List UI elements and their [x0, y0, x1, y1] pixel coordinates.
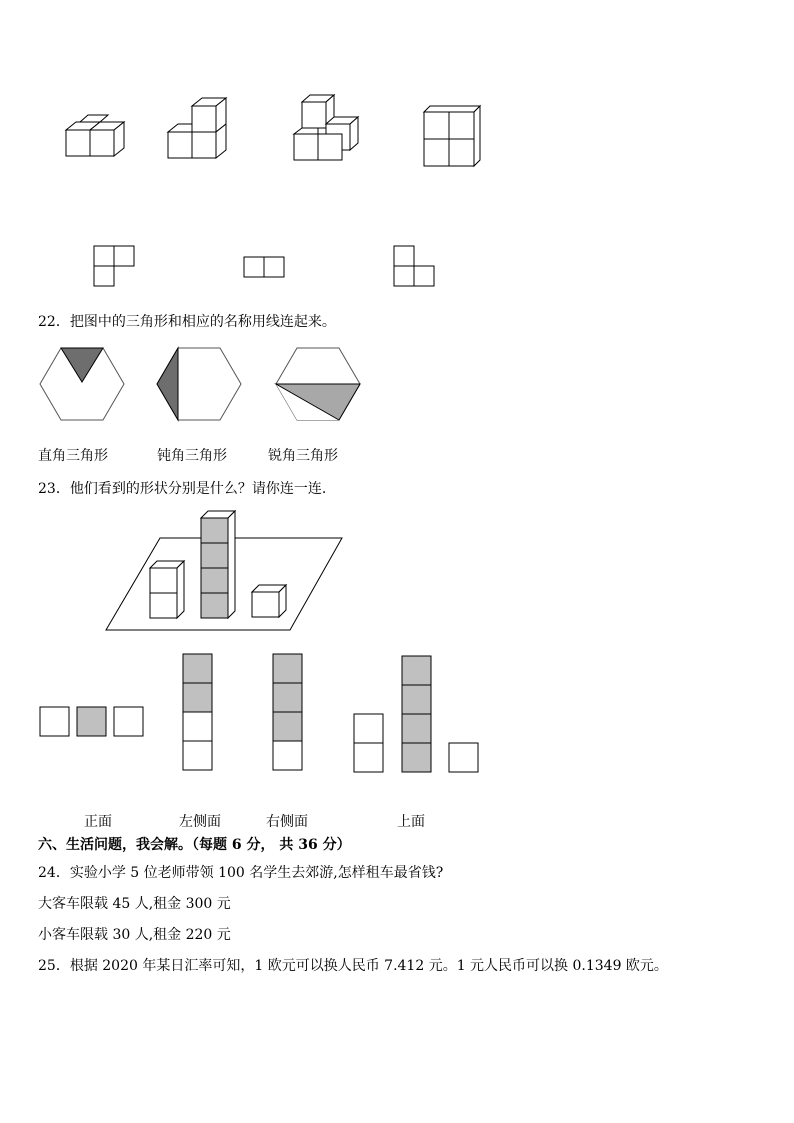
q25-number: 25 [38, 958, 56, 974]
q22-text: ．把图中的三角形和相应的名称用线连起来。 [55, 314, 336, 330]
q22-line [38, 313, 336, 331]
section-6-title: 六、生活问题，我会解。（每题 6 分， 共 36 分） [38, 837, 351, 853]
label-right-view: 右侧面 [266, 814, 308, 830]
label-obtuse-triangle: 钝角三角形 [157, 448, 227, 464]
view-option-front [39, 706, 147, 738]
cube-figure-2 [160, 98, 235, 168]
label-left-view: 左侧面 [179, 814, 221, 830]
view-option-left-side [182, 653, 216, 775]
hexagon-obtuse-triangle [155, 346, 245, 424]
hexagon-right-triangle [38, 346, 128, 424]
view-shape-1 [93, 245, 138, 290]
label-right-triangle: 直角三角形 [38, 448, 108, 464]
q23-number: 23 [38, 481, 56, 497]
q24-small-bus: 小客车限载 30 人,租金 220 元 [38, 927, 231, 943]
cube-figure-4 [418, 104, 488, 170]
q25-line [38, 957, 668, 975]
q24-large-bus: 大客车限载 45 人,租金 300 元 [38, 896, 231, 912]
hexagon-acute-triangle [274, 346, 364, 424]
q25-text: ．根据 2020 年某日汇率可知，1 欧元可以换人民币 7.412 元。1 元人民币可以换 0.1349 欧元。 [55, 958, 668, 974]
q24-text: ．实验小学 5 位老师带领 100 名学生去郊游,怎样租车最省钱? [55, 865, 444, 881]
view-shape-2 [243, 256, 288, 280]
q23-line [38, 480, 326, 498]
label-acute-triangle: 锐角三角形 [268, 448, 338, 464]
view-option-right-side [272, 653, 306, 775]
scene-cubes-on-board [104, 508, 346, 634]
view-shape-3 [393, 245, 438, 290]
q23-text: ．他们看到的形状分别是什么？请你连一连. [55, 481, 327, 497]
label-top-view: 上面 [397, 814, 425, 830]
q22-number: 22 [38, 314, 56, 330]
cube-figure-1 [60, 110, 130, 160]
view-option-top [353, 655, 483, 777]
q24-number: 24 [38, 865, 56, 881]
label-front-view: 正面 [84, 814, 112, 830]
q24-line [38, 864, 443, 882]
cube-figure-3 [288, 94, 368, 166]
